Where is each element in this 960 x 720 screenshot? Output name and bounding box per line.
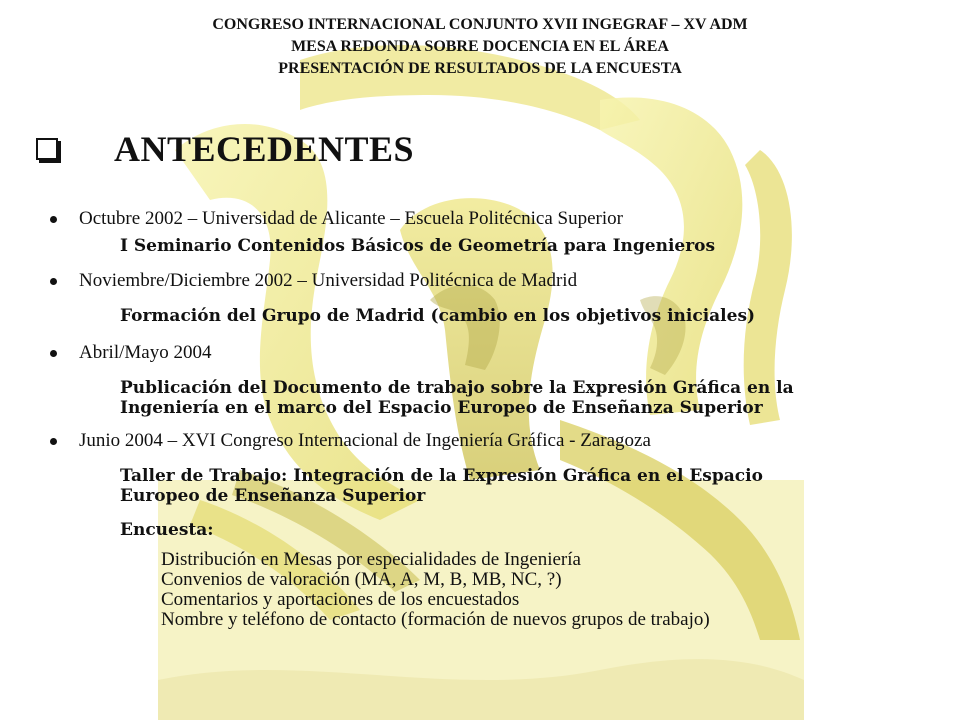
header-line-1: CONGRESO INTERNACIONAL CONJUNTO XVII INGEGRAF – XV ADM	[212, 16, 748, 33]
list-item	[44, 340, 924, 418]
list-item	[44, 428, 924, 630]
list-item-text: Noviembre/Diciembre 2002 – Universidad Politécnica de Madrid	[79, 270, 578, 291]
detail-line-1: Publicación del Documento de trabajo sobre la Expresión Gráfica en la	[120, 378, 794, 398]
list-item	[44, 268, 924, 326]
section-title: ANTECEDENTES	[114, 129, 415, 169]
detail-line-2: Ingeniería en el marco del Espacio Europeo de Enseñanza Superior	[120, 398, 763, 418]
list-item-text: Junio 2004 – XVI Congreso Internacional de Ingeniería Gráfica - Zaragoza	[79, 430, 651, 451]
list-item-detail: I Seminario Contenidos Básicos de Geometría para Ingenieros	[120, 236, 716, 256]
survey-item: Nombre y teléfono de contacto (formación de nuevos grupos de trabajo)	[161, 609, 710, 630]
bullet-icon	[50, 438, 57, 445]
survey-item: Distribución en Mesas por especialidades de Ingeniería	[161, 549, 581, 570]
survey-item: Comentarios y aportaciones de los encuestados	[161, 589, 520, 610]
list-item-detail	[44, 378, 924, 418]
list-item-text: Abril/Mayo 2004	[79, 342, 212, 363]
detail-line-1: Taller de Trabajo: Integración de la Expresión Gráfica en el Espacio	[120, 466, 763, 486]
slide-header	[0, 14, 960, 80]
header-line-2: MESA REDONDA SOBRE DOCENCIA EN EL ÁREA	[291, 38, 669, 55]
bullet-icon	[50, 278, 57, 285]
list-item-text: Octubre 2002 – Universidad de Alicante – Escuela Politécnica Superior	[79, 208, 623, 229]
detail-line-2: Europeo de Enseñanza Superior	[120, 486, 426, 506]
list-item-detail	[44, 466, 924, 506]
bullet-icon	[50, 350, 57, 357]
survey-items	[44, 550, 924, 630]
header-line-3: PRESENTACIÓN DE RESULTADOS DE LA ENCUESTA	[278, 60, 682, 77]
checkbox-icon	[36, 138, 58, 160]
survey-item: Convenios de valoración (MA, A, M, B, MB, NC, ?)	[161, 569, 562, 590]
list-item	[44, 206, 924, 256]
section-heading	[36, 128, 414, 170]
bullet-icon	[50, 216, 57, 223]
bullet-list	[44, 206, 924, 630]
survey-label: Encuesta:	[120, 520, 214, 540]
list-item-detail: Formación del Grupo de Madrid (cambio en los objetivos iniciales)	[120, 306, 756, 326]
